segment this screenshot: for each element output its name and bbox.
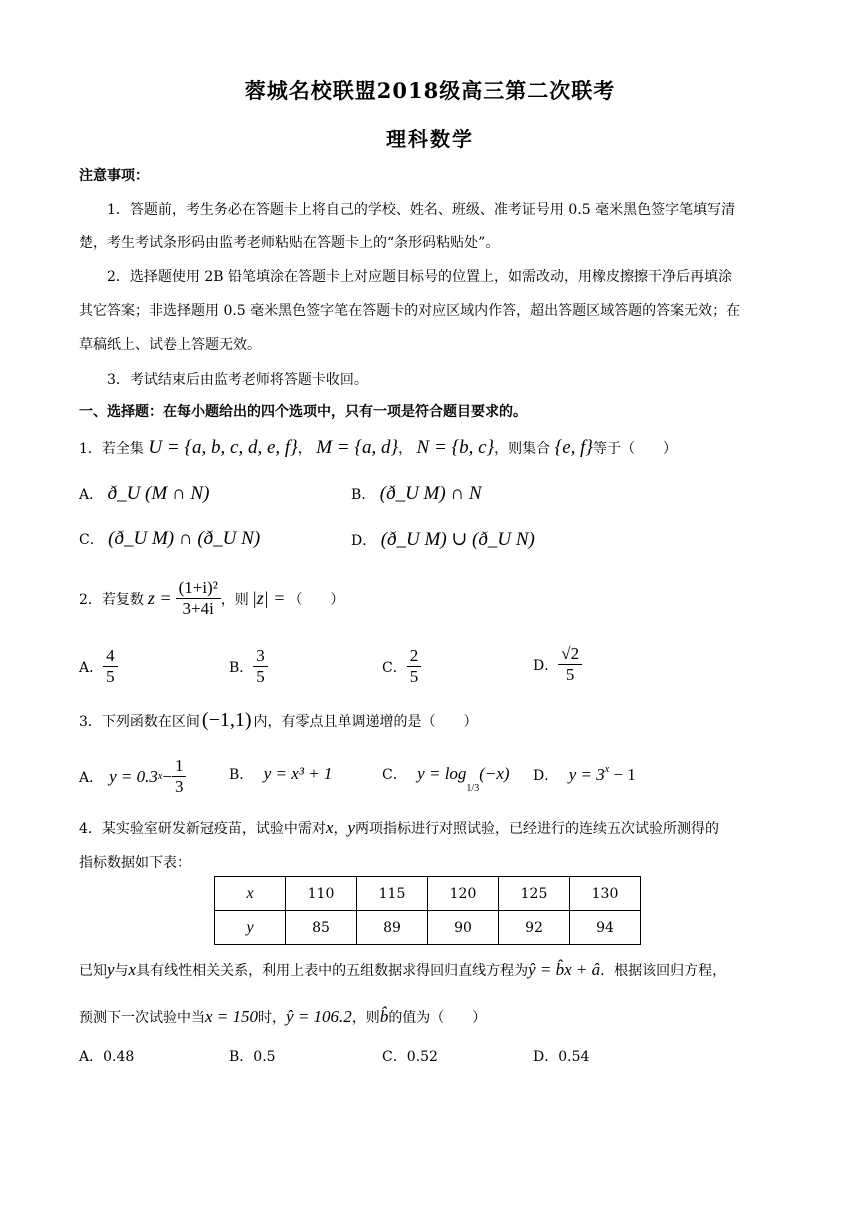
q4-line3-c: 具有线性相关关系，利用上表中的五组数据求得回归直线方程为 xyxy=(136,963,529,979)
question-3 xyxy=(79,709,478,732)
q4-option-d-value: 0.54 xyxy=(558,1049,590,1065)
section-heading: 一、选择题：在每小题给出的四个选项中，只有一项是符合题目要求的。 xyxy=(79,404,527,420)
q2-option-d-label: D． xyxy=(533,657,559,674)
question-2 xyxy=(79,578,344,620)
q1-prefix: 1．若全集 xyxy=(79,441,144,457)
q1-sep1: ， xyxy=(297,441,312,457)
q4-line3-y: y xyxy=(107,960,115,979)
q2-option-b-den: 5 xyxy=(256,667,265,687)
q4-line4-y: ŷ = 106.2 xyxy=(286,1007,352,1026)
q3-option-a-main: y = 0.3 xyxy=(109,766,158,786)
q1-option-b-label: B． xyxy=(351,487,376,503)
q2-option-b-frac xyxy=(253,646,268,688)
q4-line1-text: 4．某实验室研发新冠疫苗，试验中需对 xyxy=(79,821,326,837)
q3-option-b-expr: y = x³ + 1 xyxy=(263,764,333,783)
q1-suffix-b: 等于（ ） xyxy=(593,441,678,457)
q4-line3-x: x xyxy=(128,960,137,979)
q2-option-b-label: B． xyxy=(229,659,254,676)
q3-option-d-tail: − 1 xyxy=(609,765,636,784)
q1-option-c-label: C． xyxy=(79,532,104,548)
q1-option-d-label: D． xyxy=(351,533,377,549)
q4-line4-d: 的值为（ ） xyxy=(388,1010,487,1026)
q3-option-c-base: 1/3 xyxy=(466,783,480,794)
q2-option-c xyxy=(382,646,421,688)
q1-target-set: {e, f} xyxy=(554,437,594,458)
q3-option-c-arg: (−x) xyxy=(479,764,510,783)
q2-option-c-frac xyxy=(407,646,422,688)
q4-option-c xyxy=(382,1046,438,1066)
q1-option-a-expr: ð_U (M ∩ N) xyxy=(107,483,210,504)
q2-option-a-frac xyxy=(103,646,118,688)
q2-option-d-frac xyxy=(558,644,582,686)
q4-option-d xyxy=(533,1046,589,1066)
table-cell: 90 xyxy=(428,911,499,945)
q2-option-a-label: A． xyxy=(79,659,104,676)
q3-option-a-frac xyxy=(172,756,187,798)
q4-regression-equation: ŷ = b̂x + â xyxy=(528,960,601,979)
q3-option-a-den: 3 xyxy=(174,777,184,797)
question-4-line-4 xyxy=(79,1007,486,1027)
q2-z: z = xyxy=(147,588,172,609)
q4-option-a-value: 0.48 xyxy=(103,1049,135,1065)
note-line-2: 楚，考生考试条形码由监考老师粘贴在答题卡上的“条形码粘贴处”。 xyxy=(79,235,500,251)
q2-suffix: （ ） xyxy=(288,591,345,608)
q1-universal-set: U = {a, b, c, d, e, f} xyxy=(148,437,298,458)
q2-option-d xyxy=(533,644,582,686)
q3-option-c-label: C． xyxy=(382,767,407,783)
q2-option-a-den: 5 xyxy=(106,667,115,687)
q4-option-b-label: B． xyxy=(229,1049,254,1065)
q1-set-n: N = {b, c} xyxy=(416,437,495,458)
table-cell: 120 xyxy=(428,877,499,911)
data-table xyxy=(214,876,641,945)
question-4-line-2: 指标数据如下表： xyxy=(79,855,191,871)
q1-set-m: M = {a, d} xyxy=(316,437,399,458)
q3-option-d-label: D． xyxy=(533,768,559,784)
exam-subject: 理科数学 xyxy=(386,127,474,151)
q4-option-b xyxy=(229,1046,276,1066)
q3-option-b-label: B． xyxy=(229,767,254,783)
q3-interval: (−1,1) xyxy=(201,709,252,731)
q3-option-a-label: A． xyxy=(79,769,104,786)
q2-numerator: (1+i)² xyxy=(176,578,221,599)
q4-line3-a: 已知 xyxy=(79,963,107,979)
note-line-5: 草稿纸上、试卷上答题无效。 xyxy=(79,337,261,353)
table-row-x xyxy=(215,877,641,911)
note-line-1: 1．答题前，考生务必在答题卡上将自己的学校、姓名、班级、准考证号用 0.5 毫米黑色签字笔填写清 xyxy=(107,202,736,218)
q4-option-c-value: 0.52 xyxy=(406,1049,438,1065)
q4-option-a-label: A． xyxy=(79,1049,104,1065)
q2-option-c-den: 5 xyxy=(409,667,419,687)
q4-option-c-label: C． xyxy=(382,1049,407,1065)
q4-option-a xyxy=(79,1046,134,1066)
q3-option-a-num: 1 xyxy=(172,756,187,777)
q2-denominator: 3+4i xyxy=(182,599,214,619)
q1-option-a xyxy=(79,483,209,505)
q3-option-a-minus: − xyxy=(162,766,172,786)
q1-option-d xyxy=(351,528,535,551)
note-line-4: 其它答案；非选择题用 0.5 毫米黑色签字笔在答题卡的对应区域内作答，超出答题区域答题的答案无效；在 xyxy=(79,303,741,319)
q1-sep2: ， xyxy=(398,441,413,457)
table-cell: 94 xyxy=(570,911,641,945)
q2-option-d-num: √2 xyxy=(558,644,582,665)
q2-prefix: 2．若复数 xyxy=(79,591,144,608)
q4-line4-c: ，则 xyxy=(351,1010,380,1026)
q3-option-c-main: y = log xyxy=(417,764,467,783)
q2-option-c-num: 2 xyxy=(407,646,422,667)
q1-option-d-expr: (ð_U M) ∪ (ð_U N) xyxy=(380,529,535,550)
question-4-line-3 xyxy=(79,960,726,980)
notes-heading: 注意事项： xyxy=(79,168,149,184)
q4-var-x: x xyxy=(325,818,334,837)
q3-option-c xyxy=(382,764,510,794)
table-row-header-y: y xyxy=(215,911,286,945)
q4-line3-d: ．根据该回归方程， xyxy=(600,963,727,979)
q3-option-a-sup: x xyxy=(157,771,163,783)
table-row-y xyxy=(215,911,641,945)
q3-option-d-sup: x xyxy=(604,764,610,775)
q2-option-b-num: 3 xyxy=(253,646,268,667)
table-cell: 115 xyxy=(357,877,428,911)
q4-line4-a: 预测下一次试验中当 xyxy=(79,1010,205,1026)
q3-option-a xyxy=(79,756,186,798)
q2-option-b xyxy=(229,646,268,688)
q1-option-b xyxy=(351,483,482,505)
table-cell: 85 xyxy=(286,911,357,945)
q3-option-b xyxy=(229,764,332,784)
q4-var-y: y xyxy=(347,818,355,837)
q4-line1-mid: ， xyxy=(333,821,348,837)
q1-option-c-expr: (ð_U M) ∩ (ð_U N) xyxy=(108,528,261,549)
q2-option-c-label: C． xyxy=(382,659,407,676)
q4-line1-end: 两项指标进行对照试验，已经进行的连续五次试验所测得的 xyxy=(355,821,719,837)
table-cell: 125 xyxy=(499,877,570,911)
q1-suffix-a: ，则集合 xyxy=(494,441,551,457)
q2-fraction xyxy=(176,578,221,620)
table-cell: 110 xyxy=(286,877,357,911)
q3-suffix: 内，有零点且单调递增的是（ ） xyxy=(253,713,478,730)
q4-line4-x: x = 150 xyxy=(205,1007,259,1026)
q4-option-b-value: 0.5 xyxy=(253,1049,276,1065)
question-4-line-1 xyxy=(79,818,719,838)
note-line-6: 3．考试结束后由监考老师将答题卡收回。 xyxy=(107,372,368,388)
q4-line4-bhat: b̂ xyxy=(379,1007,389,1026)
q2-option-d-den: 5 xyxy=(565,665,575,685)
q1-option-c xyxy=(79,528,260,550)
table-cell: 130 xyxy=(570,877,641,911)
q2-option-a xyxy=(79,646,118,688)
table-cell: 92 xyxy=(499,911,570,945)
q1-option-b-expr: (ð_U M) ∩ N xyxy=(379,483,482,504)
table-cell: 89 xyxy=(357,911,428,945)
table-row-header-x: x xyxy=(215,877,286,911)
note-line-3: 2．选择题使用 2B 铅笔填涂在答题卡上对应题目标号的位置上，如需改动，用橡皮擦擦干净后再填涂 xyxy=(107,269,733,285)
q4-option-d-label: D． xyxy=(533,1049,559,1065)
question-1 xyxy=(79,437,677,459)
q4-line3-b: 与 xyxy=(114,963,129,979)
q2-absz: |z| = xyxy=(251,588,286,609)
q3-option-d-main: y = 3 xyxy=(568,765,605,784)
q4-line4-b: 时， xyxy=(258,1010,287,1026)
exam-title: 蓉城名校联盟2018级高三第二次联考 xyxy=(244,78,616,103)
q1-option-a-label: A． xyxy=(79,487,104,503)
q2-option-a-num: 4 xyxy=(103,646,118,667)
q3-prefix: 3．下列函数在区间 xyxy=(79,713,200,730)
q3-option-d xyxy=(533,764,636,785)
q2-mid: ，则 xyxy=(220,591,249,608)
